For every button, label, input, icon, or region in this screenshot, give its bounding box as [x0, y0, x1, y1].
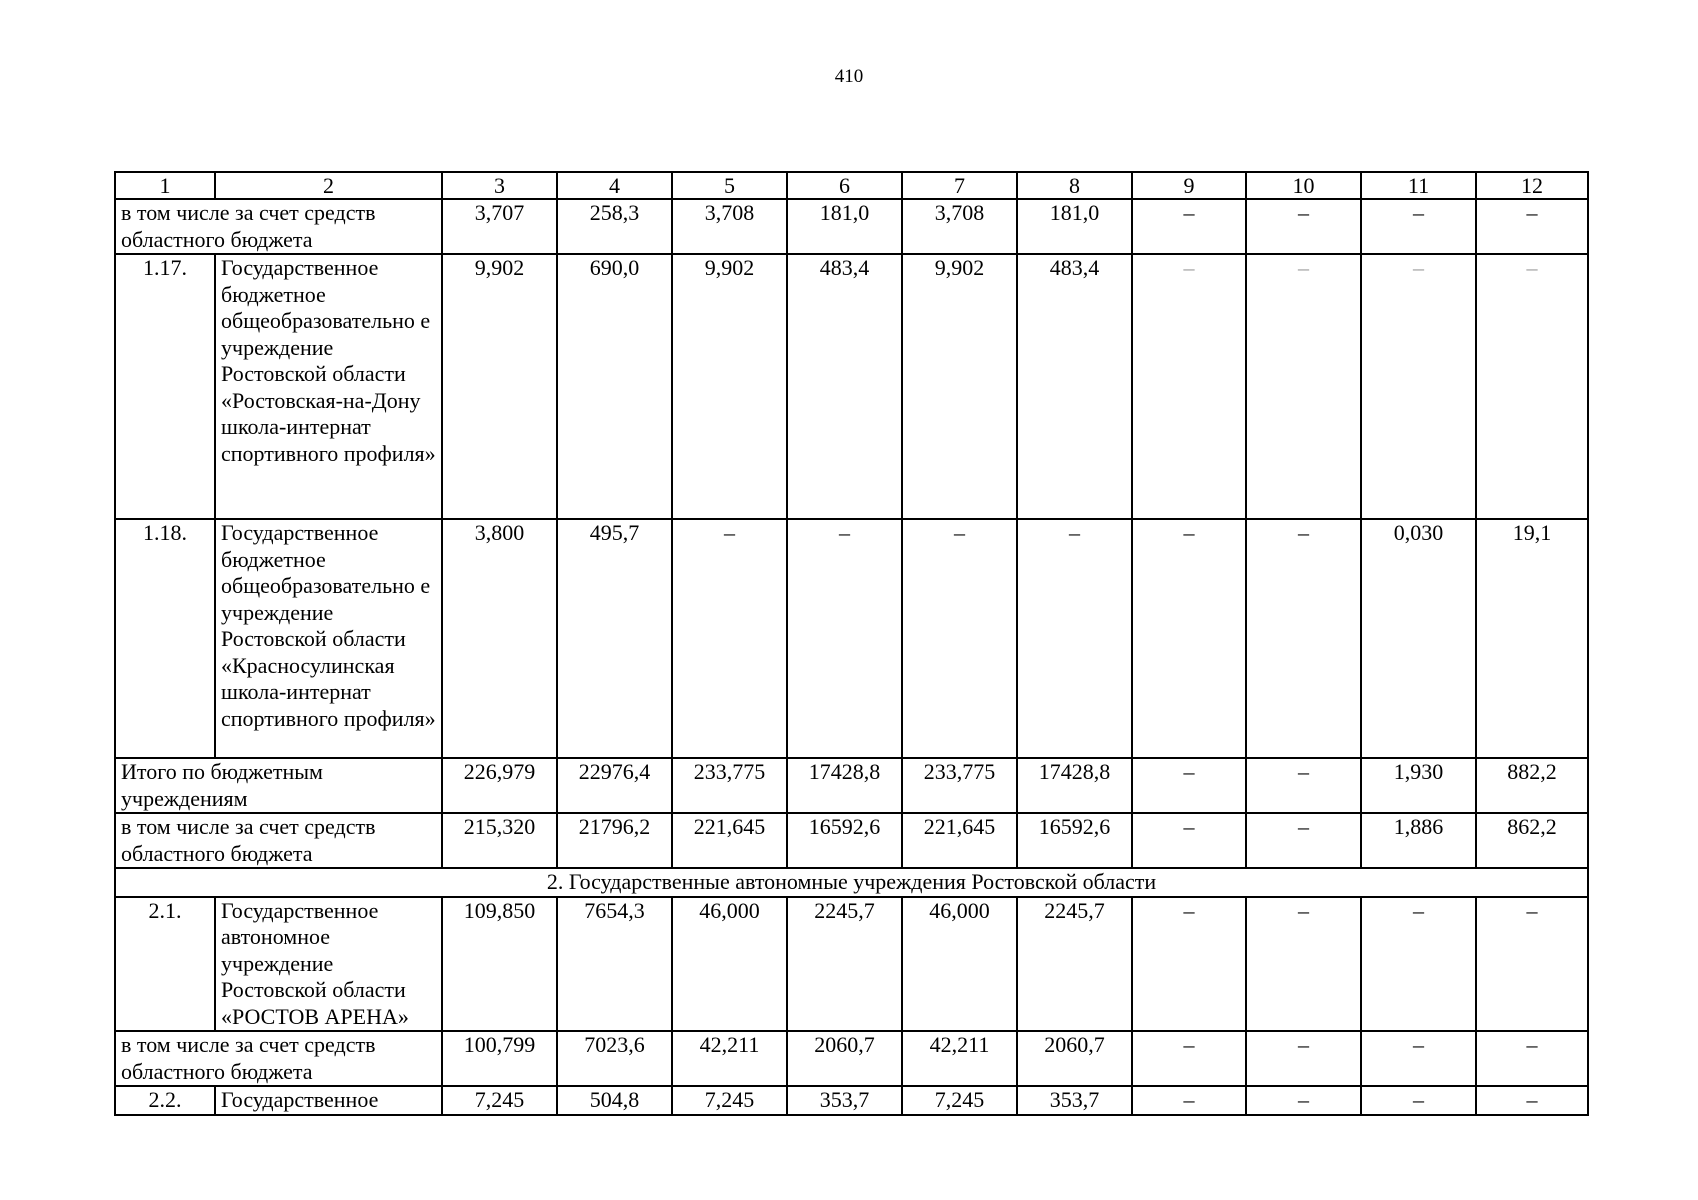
- row-number: 1.17.: [115, 254, 215, 519]
- row-number: 2.1.: [115, 897, 215, 1032]
- table-cell: 690,0: [557, 254, 672, 519]
- row-label: Итого по бюджетным учреждениям: [115, 758, 442, 813]
- table-cell: 0,030: [1361, 519, 1476, 758]
- column-header: 7: [902, 172, 1017, 199]
- column-header: 9: [1132, 172, 1246, 199]
- table-cell: 17428,8: [1017, 758, 1132, 813]
- table-cell: 100,799: [442, 1031, 557, 1086]
- table-cell: –: [1361, 897, 1476, 1032]
- column-header: 11: [1361, 172, 1476, 199]
- table-cell: 7,245: [672, 1086, 787, 1115]
- table-cell: –: [1132, 813, 1246, 868]
- table-cell: 3,708: [672, 199, 787, 254]
- table-cell: –: [1476, 897, 1588, 1032]
- subtotal-row: [115, 199, 1588, 254]
- table-cell: 2060,7: [1017, 1031, 1132, 1086]
- table-cell: 495,7: [557, 519, 672, 758]
- column-header: 1: [115, 172, 215, 199]
- table-cell: 46,000: [902, 897, 1017, 1032]
- table-cell: –: [787, 519, 902, 758]
- table-cell: –: [1476, 254, 1588, 519]
- budget-table: [114, 171, 1589, 1116]
- table-cell: 17428,8: [787, 758, 902, 813]
- table-cell: 181,0: [1017, 199, 1132, 254]
- subtotal-row: [115, 813, 1588, 868]
- table-row: [115, 519, 1588, 758]
- table-cell: 882,2: [1476, 758, 1588, 813]
- column-header: 3: [442, 172, 557, 199]
- table-cell: 1,886: [1361, 813, 1476, 868]
- table-cell: 7,245: [902, 1086, 1017, 1115]
- table-cell: 21796,2: [557, 813, 672, 868]
- table-cell: 2245,7: [787, 897, 902, 1032]
- table-cell: 353,7: [787, 1086, 902, 1115]
- table-cell: 42,211: [902, 1031, 1017, 1086]
- column-header: 12: [1476, 172, 1588, 199]
- total-row: [115, 758, 1588, 813]
- section-title: 2. Государственные автономные учреждения Ростовской области: [115, 868, 1588, 897]
- table-cell: –: [1361, 1086, 1476, 1115]
- table-cell: –: [1246, 199, 1361, 254]
- table-row: [115, 254, 1588, 519]
- table-cell: 19,1: [1476, 519, 1588, 758]
- table-cell: 3,800: [442, 519, 557, 758]
- table-cell: –: [1246, 813, 1361, 868]
- table-cell: 215,320: [442, 813, 557, 868]
- row-label: Государственное автономное учреждение Ростовской области «РОСТОВ АРЕНА»: [215, 897, 442, 1032]
- table-cell: –: [1361, 1031, 1476, 1086]
- table-cell: –: [1132, 1086, 1246, 1115]
- table-cell: 2245,7: [1017, 897, 1132, 1032]
- subtotal-row: [115, 1031, 1588, 1086]
- row-number: 2.2.: [115, 1086, 215, 1115]
- table-cell: 7654,3: [557, 897, 672, 1032]
- table-cell: –: [902, 519, 1017, 758]
- table-cell: –: [1017, 519, 1132, 758]
- table-cell: 9,902: [902, 254, 1017, 519]
- page-number: 410: [834, 66, 864, 87]
- row-label: в том числе за счет средств областного бюджета: [115, 199, 442, 254]
- table-cell: 42,211: [672, 1031, 787, 1086]
- table-cell: –: [1132, 1031, 1246, 1086]
- table-cell: 9,902: [442, 254, 557, 519]
- table-cell: –: [1246, 519, 1361, 758]
- header-row: [115, 172, 1588, 199]
- table-cell: 226,979: [442, 758, 557, 813]
- table-cell: –: [1246, 254, 1361, 519]
- table-cell: –: [1246, 758, 1361, 813]
- row-label: Государственное: [215, 1086, 442, 1115]
- row-label: Государственное бюджетное общеобразовательно е учреждение Ростовской области «Ростовская-на-Дону школа-интернат спортивного профиля»: [215, 254, 442, 519]
- table-cell: 862,2: [1476, 813, 1588, 868]
- table-cell: 483,4: [787, 254, 902, 519]
- column-header: 4: [557, 172, 672, 199]
- table-cell: –: [1361, 254, 1476, 519]
- table-cell: –: [1476, 1031, 1588, 1086]
- table-cell: 181,0: [787, 199, 902, 254]
- table-cell: –: [1246, 1031, 1361, 1086]
- table-cell: 258,3: [557, 199, 672, 254]
- table-cell: –: [1132, 519, 1246, 758]
- table-cell: 16592,6: [787, 813, 902, 868]
- table-cell: –: [672, 519, 787, 758]
- table-cell: 3,708: [902, 199, 1017, 254]
- table-cell: 2060,7: [787, 1031, 902, 1086]
- table-cell: 3,707: [442, 199, 557, 254]
- table-cell: –: [1361, 199, 1476, 254]
- row-label: в том числе за счет средств областного бюджета: [115, 813, 442, 868]
- row-number: 1.18.: [115, 519, 215, 758]
- row-label: в том числе за счет средств областного бюджета: [115, 1031, 442, 1086]
- table-cell: 46,000: [672, 897, 787, 1032]
- table-cell: 233,775: [672, 758, 787, 813]
- row-label: Государственное бюджетное общеобразовательно е учреждение Ростовской области «Красносулинская школа-интернат спортивного профиля»: [215, 519, 442, 758]
- table-cell: 483,4: [1017, 254, 1132, 519]
- table-cell: 1,930: [1361, 758, 1476, 813]
- table-cell: 22976,4: [557, 758, 672, 813]
- column-header: 10: [1246, 172, 1361, 199]
- table-cell: –: [1132, 897, 1246, 1032]
- table-cell: 221,645: [902, 813, 1017, 868]
- table-cell: 9,902: [672, 254, 787, 519]
- table-cell: –: [1246, 1086, 1361, 1115]
- table-cell: –: [1476, 199, 1588, 254]
- table-cell: 504,8: [557, 1086, 672, 1115]
- column-header: 8: [1017, 172, 1132, 199]
- column-header: 2: [215, 172, 442, 199]
- table-cell: –: [1132, 254, 1246, 519]
- column-header: 6: [787, 172, 902, 199]
- table-cell: 233,775: [902, 758, 1017, 813]
- table-cell: –: [1132, 199, 1246, 254]
- section-row: [115, 868, 1588, 897]
- table-cell: 16592,6: [1017, 813, 1132, 868]
- table-cell: 353,7: [1017, 1086, 1132, 1115]
- table-cell: 221,645: [672, 813, 787, 868]
- table-cell: –: [1246, 897, 1361, 1032]
- table-cell: –: [1132, 758, 1246, 813]
- table-cell: 109,850: [442, 897, 557, 1032]
- table-cell: 7,245: [442, 1086, 557, 1115]
- table-row: [115, 1086, 1588, 1115]
- table-cell: –: [1476, 1086, 1588, 1115]
- column-header: 5: [672, 172, 787, 199]
- table-row: [115, 897, 1588, 1032]
- table-cell: 7023,6: [557, 1031, 672, 1086]
